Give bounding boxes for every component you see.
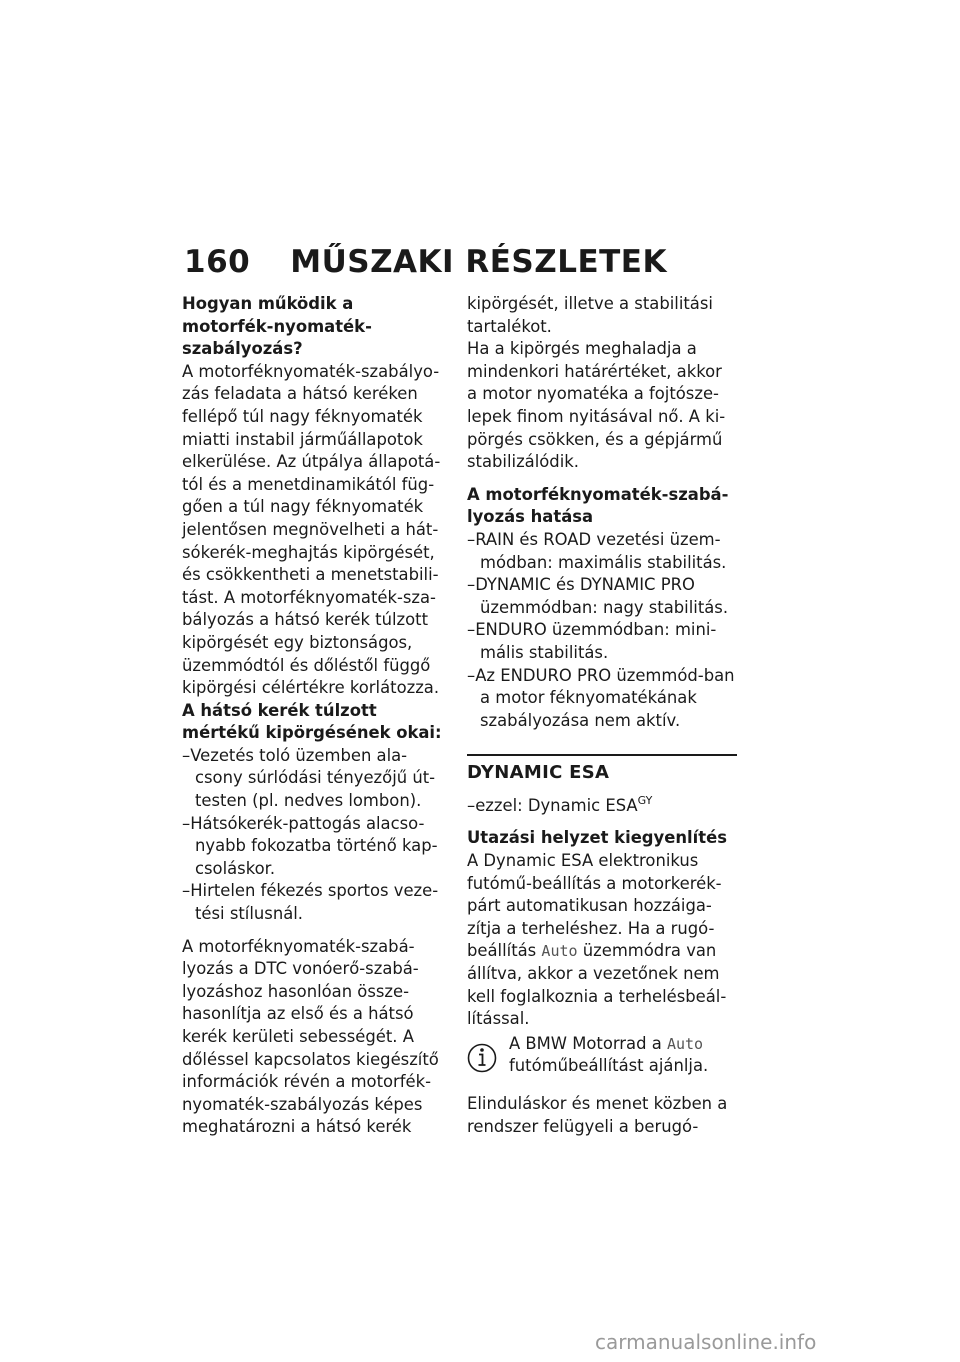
watermark: carmanualsonline.info <box>595 1330 817 1354</box>
paragraph-esa-description: A Dynamic ESA elektronikus futómű-beállítás a motorkerék-párt automatikusan hozzáiga-zítja a terheléshez. Ha a rugó-beállítás Auto üzemmódra van állítva, akkor a vezetőnek nem kell foglalkoznia a terhelésbeál-lítással. <box>467 851 727 1029</box>
heading-effect: A motorféknyomaték-szabá-lyozás hatása <box>467 484 729 527</box>
list-item: –Vezetés toló üzemben ala-csony súrlódási tényezőjű út-testen (pl. nedves lombon). <box>182 745 436 811</box>
mode-auto-code: Auto <box>541 942 578 961</box>
list-item: –Hátsókerék-pattogás alacso-nyabb fokozatba történő kap-csoláskor. <box>182 813 438 878</box>
list-item: –ENDURO üzemmódban: mini-mális stabilitás. <box>467 620 717 662</box>
paragraph-continuation: kipörgését, illetve a stabilitási tartalékot. <box>467 294 713 336</box>
info-text: A BMW Motorrad a Auto futóműbeállítást ajánlja. <box>509 1033 709 1076</box>
mode-auto-code: Auto <box>666 1034 704 1053</box>
page-number: 160 <box>184 244 251 280</box>
heading-causes: A hátsó kerék túlzott mértékű kipörgésének okai: <box>182 700 442 743</box>
paragraph-threshold: Ha a kipörgés meghaladja a mindenkori határértéket, akkor a motor nyomatéka a fojtósze-lepek finom nyitásával nő. A ki-pörgés csökken, és a gépjármű stabilizálódik. <box>467 339 726 472</box>
section-divider <box>467 754 737 756</box>
heading-how-it-works: Hogyan működik a motorfék-nyomaték-szabályozás? <box>182 294 372 359</box>
info-note <box>467 1033 737 1084</box>
paragraph-dtc-comparison: A motorféknyomaték-szabá-lyozás a DTC vonóerő-szabá-lyozáshoz hasonlóan össze-hasonlítja az első és a hátsó kerék kerületi sebességét. A dőléssel kapcsolatos kiegészítő információk révén a motorfék-nyomaték-szabályozás képes meghatározni a hátsó kerék <box>182 936 439 1137</box>
section-title-dynamic-esa: DYNAMIC ESA <box>467 762 610 784</box>
list-item: –RAIN és ROAD vezetési üzem-módban: maximális stabilitás. <box>467 529 727 572</box>
heading-level-compensation: Utazási helyzet kiegyenlítés <box>467 828 727 848</box>
option-superscript: GY <box>637 793 653 807</box>
list-item: –DYNAMIC és DYNAMIC PRO üzemmódban: nagy stabilitás. <box>467 575 729 617</box>
info-icon <box>467 1033 503 1084</box>
page-header <box>184 244 667 280</box>
paragraph-monitoring: Elinduláskor és menet közben a rendszer felügyeli a berugó- <box>467 1094 728 1136</box>
left-column <box>182 293 448 1139</box>
paragraph-intro: A motorféknyomaték-szabályo-zás feladata a hátsó keréken fellépő túl nagy féknyomaték miatti instabil járműállapotok elkerülése. Az útpálya állapotá-tól és a menetdinamikától füg-gően a túl nagy féknyomaték jelentősen megnövelheti a hát-sókerék-meghajtás kipörgését, és csökkentheti a menetstabili-tást. A motorféknyomaték-sza-bályozás a hátsó kerék túlzott kipörgését egy biztonságos, üzemmódtól és dőléstől függő kipörgési célértékre korlátozza. <box>182 361 441 698</box>
equipment-note: –ezzel: Dynamic $ESA^{GY}$ <box>467 793 653 815</box>
page-title: MŰSZAKI RÉSZLETEK <box>290 244 668 280</box>
list-item: –Hirtelen fékezés sportos veze-tési stílusnál. <box>182 881 439 924</box>
right-column <box>467 293 737 1139</box>
list-item: –Az ENDURO PRO üzemmód-ban a motor féknyomatékának szabályozása nem aktív. <box>467 665 735 730</box>
